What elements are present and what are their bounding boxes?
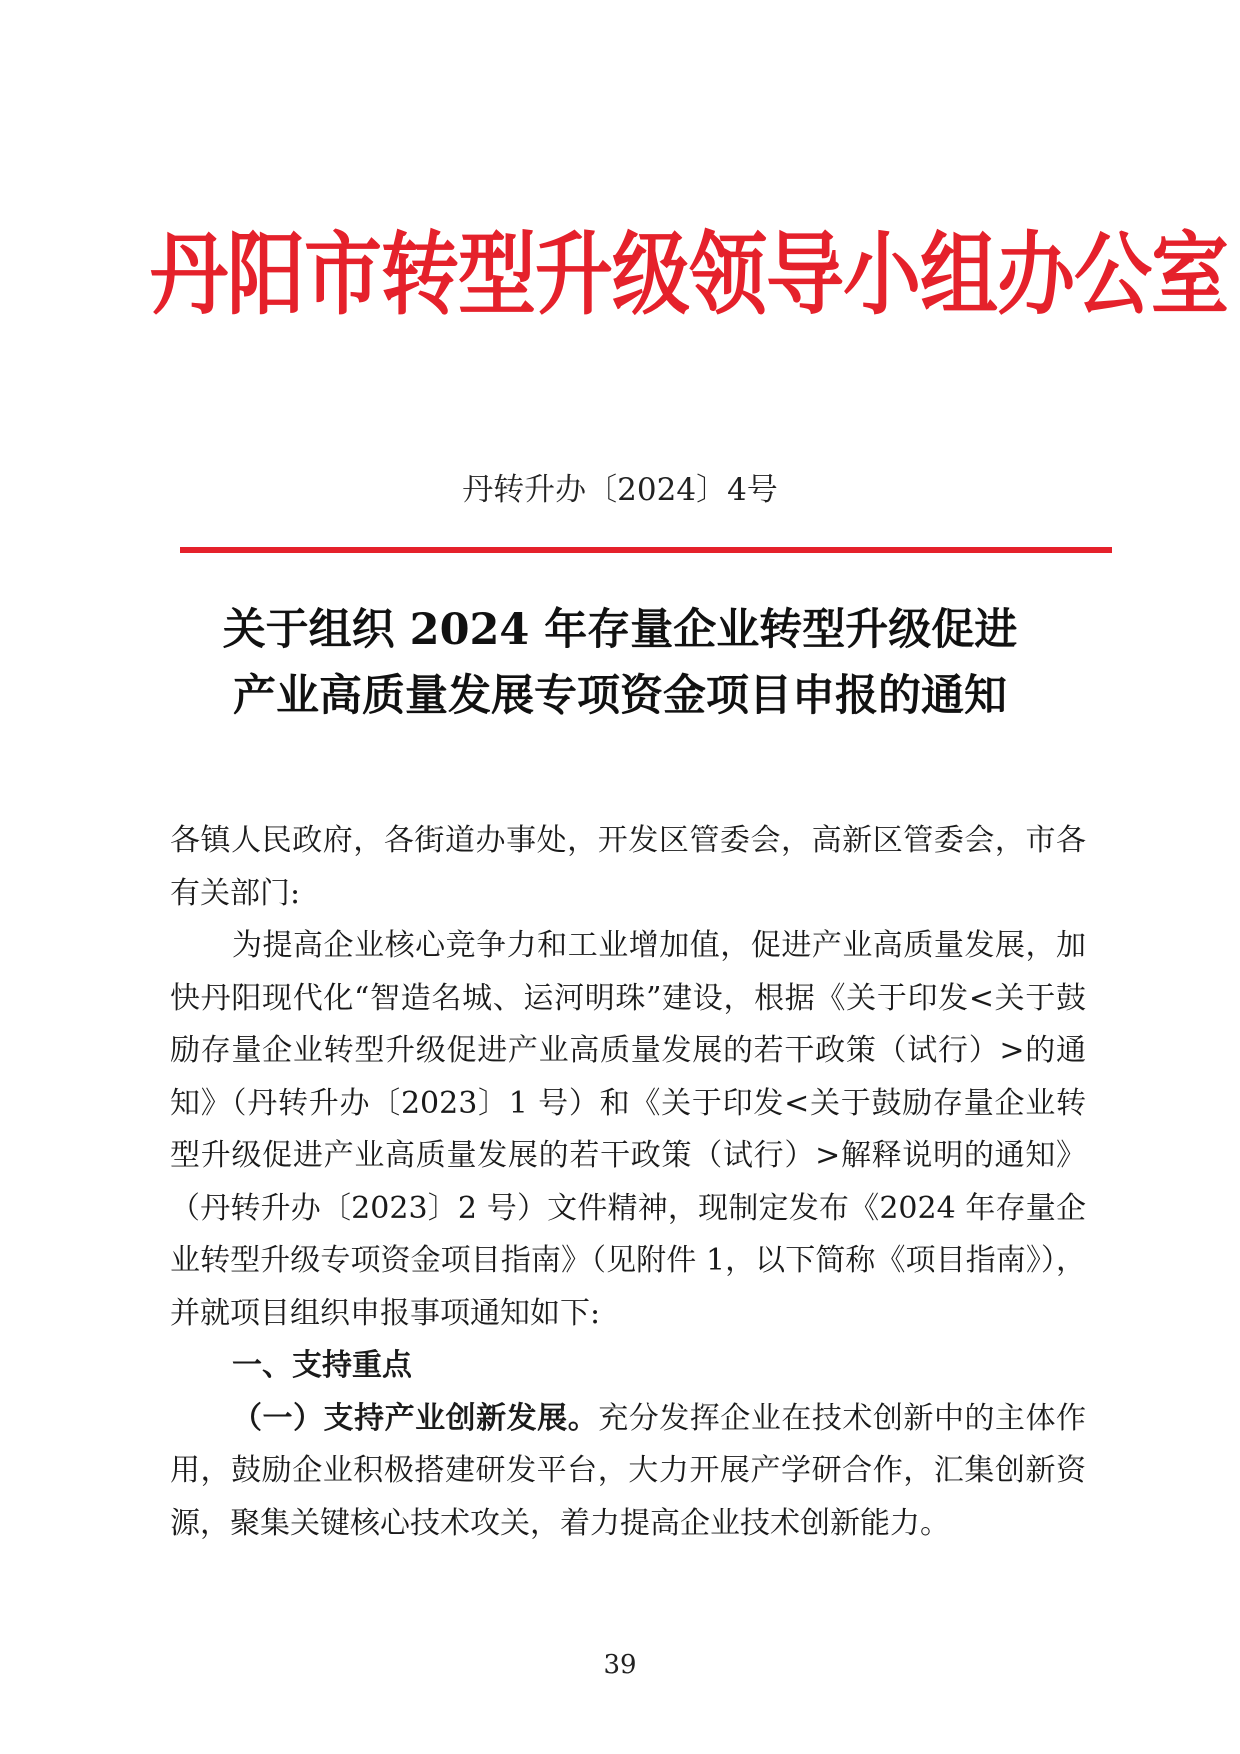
header-divider [180,547,1112,553]
title-line-1: 关于组织 2024 年存量企业转型升级促进 [222,605,1018,655]
item-heading: （一）支持产业创新发展。 [232,1400,599,1436]
intro-paragraph: 为提高企业核心竞争力和工业增加值，促进产业高质量发展，加快丹阳现代化“智造名城、运河明珠”建设，根据《关于印发<关于鼓励存量企业转型升级促进产业高质量发展的若干政策（试行）>的通知》（丹转升办〔2023〕1 号）和《关于印发<关于鼓励存量企业转型升级促进产业高质量发展的若干政策（试行）>解释说明的通知》（丹转升办〔2023〕2 号）文件精神，现制定发布《2024 年存量企业转型升级专项资金项目指南》（见附件 1，以下简称《项目指南》），并就项目组织申报事项通知如下: [170,928,1086,1331]
page-number: 39 [603,1650,637,1680]
item-paragraph [170,1393,1086,1551]
issuer-header: 丹阳市转型升级领导小组办公室 [150,223,1229,328]
document-number: 丹转升办〔2024〕4号 [462,472,778,508]
document-body [170,815,1086,1550]
title-line-2: 产业高质量发展专项资金项目申报的通知 [233,671,1007,721]
document-title [150,597,1090,729]
item-text: 充分发挥企业在技术创新中的主体作用，鼓励企业积极搭建研发平台，大力开展产学研合作，汇集创新资源，聚集关键核心技术攻关，着力提高企业技术创新能力。 [170,1400,1087,1541]
section-heading: 一、支持重点 [232,1348,412,1383]
salutation: 各镇人民政府，各街道办事处，开发区管委会，高新区管委会，市各有关部门: [170,823,1086,911]
